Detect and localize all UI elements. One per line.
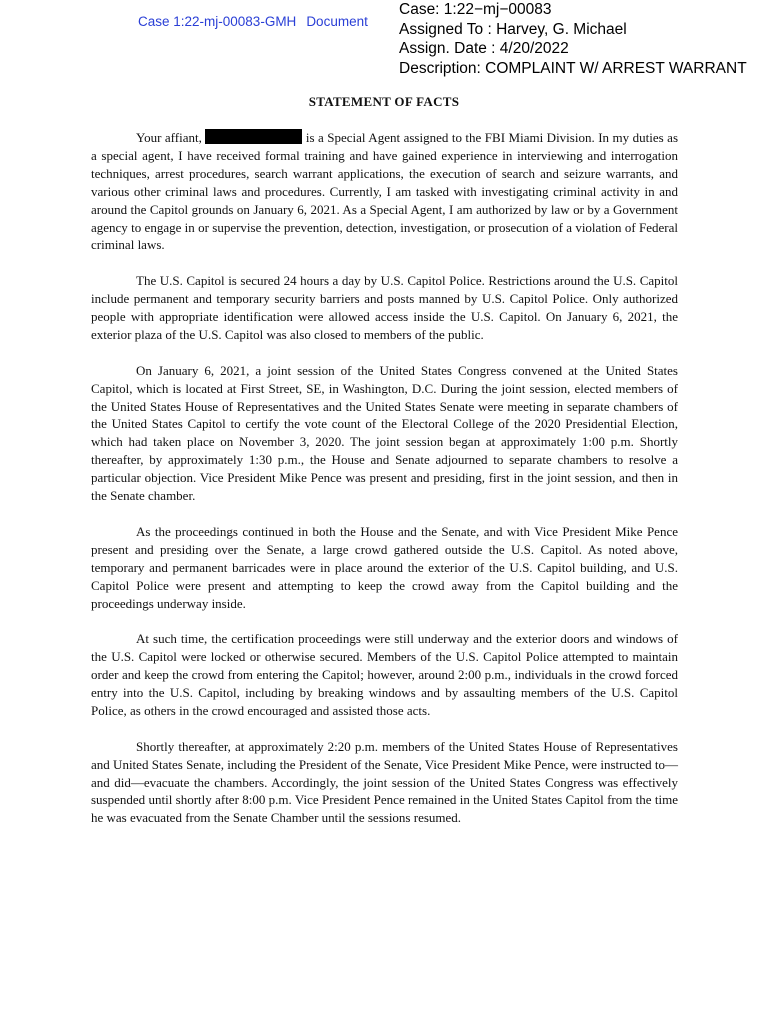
paragraph-capitol-security: The U.S. Capitol is secured 24 hours a day by U.S. Capitol Police. Restrictions around the U.S. Capitol include permanent and temporary security barriers and posts manned by U.S. Capitol Police. Only authorized people with appropriate identification were allowed access inside the U.S. Capitol. On January 6, 2021, the exterior plaza of the U.S. Capitol was also closed to members of the public.: [91, 273, 678, 342]
document-label: Document: [306, 14, 368, 29]
redaction-block: [205, 129, 302, 144]
statement-body: [91, 129, 678, 845]
stamp-case-line: Case: 1:22−mj−00083: [399, 1, 552, 18]
stamp-assign-date-line: Assign. Date : 4/20/2022: [399, 40, 569, 57]
paragraph-evacuation: Shortly thereafter, at approximately 2:20 p.m. members of the United States House of Representatives and United States Senate, including the President of the Senate, Vice President Mike Pence, were instructed to—and did—evacuate the chambers. Accordingly, the joint session of the United States Congress was effectively suspended until shortly after 8:00 p.m. Vice President Pence remained in the United States Capitol from the time he was evacuated from the Senate Chamber until the sessions resumed.: [91, 738, 678, 826]
case-header: [138, 14, 368, 29]
stamp-description-line: Description: COMPLAINT W/ ARREST WARRANT: [399, 59, 747, 77]
paragraph-forced-entry: At such time, the certification proceedings were still underway and the exterior doors and windows of the U.S. Capitol were locked or otherwise secured. Members of the U.S. Capitol Police attempted to maintain order and keep the crowd from entering the Capitol; however, around 2:00 p.m., individuals in the crowd forced entry into the U.S. Capitol, including by breaking windows and by assaulting members of the U.S. Capitol Police, as others in the crowd encouraged and assisted those acts.: [91, 631, 678, 718]
paragraph-affiant-start: Your affiant,: [136, 130, 202, 145]
paragraph-affiant: [91, 129, 678, 254]
paragraph-joint-session: On January 6, 2021, a joint session of the United States Congress convened at the United States Capitol, which is located at First Street, SE, in Washington, D.C. During the joint session, elected members of the United States House of Representatives and the United States Senate were meeting in separate chambers of the United States Capitol to certify the vote count of the Electoral College of the 2020 Presidential Election, which had taken place on November 3, 2020. The joint session began at approximately 1:00 p.m. Shortly thereafter, by approximately 1:30 p.m., the House and Senate adjourned to separate chambers to resolve a particular objection. Vice President Mike Pence was present and presiding, first in the joint session, and then in the Senate chamber.: [91, 362, 678, 504]
case-assignment-stamp: [399, 0, 747, 78]
paragraph-crowd-gathered: As the proceedings continued in both the House and the Senate, and with Vice President Mike Pence present and presiding over the Senate, a large crowd gathered outside the U.S. Capitol. As noted above, temporary and permanent barricades were in place around the exterior of the U.S. Capitol building, and U.S. Capitol Police were present and attempting to keep the crowd away from the Capitol building and the proceedings underway inside.: [91, 523, 678, 611]
document-title: STATEMENT OF FACTS: [308, 94, 460, 109]
case-number: Case 1:22-mj-00083-GMH: [138, 14, 297, 29]
paragraph-affiant-rest: is a Special Agent assigned to the FBI Miami Division. In my duties as a special agent, I have received formal training and have gained experience in interviewing and interrogation techniques, arrest procedures, search warrant applications, the execution of search and seizure warrants, and various other criminal laws and procedures. Currently, I am tasked with investigating criminal activity in and around the Capitol grounds on January 6, 2021. As a Special Agent, I am authorized by law or by a Government agency to engage in or supervise the prevention, detection, investigation, or prosecution of a violation of Federal criminal laws.: [91, 130, 679, 253]
stamp-assigned-to-line: Assigned To : Harvey, G. Michael: [399, 20, 627, 38]
